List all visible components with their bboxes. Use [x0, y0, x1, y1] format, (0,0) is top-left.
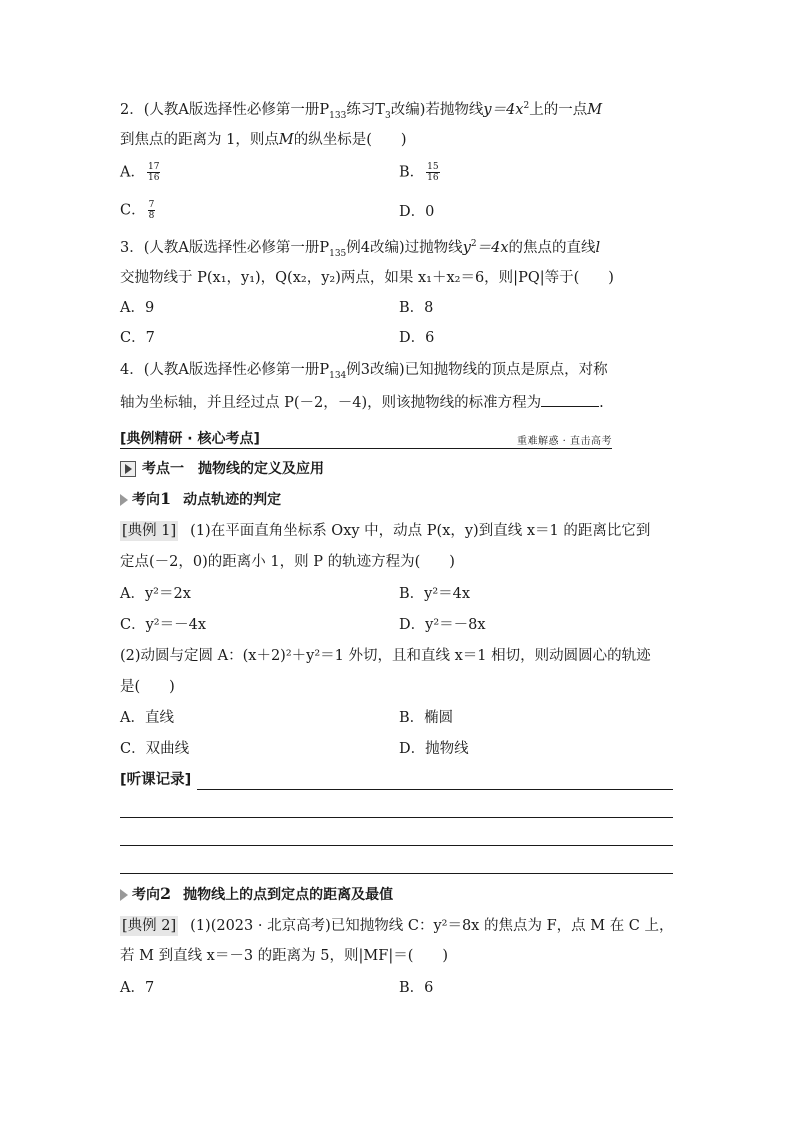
q2-line2	[120, 130, 407, 150]
fraction	[148, 200, 156, 221]
q2-equation: y＝4x	[483, 102, 524, 118]
q2-text-2: 上的一点	[529, 102, 588, 118]
kaoxiang-number: 1	[160, 489, 172, 508]
q3-line1	[120, 238, 600, 258]
ex2-option-a[interactable]: A．7	[120, 980, 155, 996]
q4-line2	[120, 392, 604, 413]
option-label: C．	[120, 202, 146, 219]
option-value: 0	[425, 204, 435, 220]
q2-source: (人教A版选择性必修第一册P	[143, 102, 330, 118]
q2-line2-text2: 的纵坐标是( )	[293, 132, 407, 148]
fraction-numerator: 7	[148, 200, 155, 210]
ex1-line1	[120, 521, 650, 541]
banner-subtitle: 重难解惑 · 直击高考	[516, 436, 612, 447]
example-tag: [典例 1]	[122, 523, 177, 539]
kaoxiang-2-heading	[120, 884, 393, 905]
q3-equation-exp: 2	[470, 239, 477, 250]
ex1-option-a[interactable]: A．y²＝2x	[120, 586, 191, 602]
q3-option-a[interactable]: A．9	[120, 300, 155, 316]
banner-title: [典例精研 · 核心考点]	[120, 431, 260, 447]
q3-equation-2: ＝4x	[476, 240, 509, 256]
q3-source: 3．(人教A版选择性必修第一册P	[120, 240, 330, 256]
answer-blank[interactable]	[541, 392, 599, 407]
ex1-text: (1)在平面直角坐标系 Oxy 中，动点 P(x，y)到直线 x＝1 的距离比它到	[190, 523, 651, 539]
kaoxiang-number: 2	[160, 884, 172, 903]
q4-line2-text: 轴为坐标轴，并且经过点 P(－2，－4)，则该抛物线的标准方程为	[120, 395, 542, 411]
fraction-denominator: 16	[147, 173, 160, 183]
notes-line-2[interactable]	[120, 817, 673, 818]
section-banner	[120, 428, 612, 449]
q2-source-3: 改编)	[390, 102, 426, 118]
ex1-part2-option-a[interactable]: A．直线	[120, 710, 174, 726]
ex2-line1	[120, 916, 674, 936]
kaoxiang-label: 考向	[132, 492, 160, 508]
q4-source: 4．(人教A版选择性必修第一册P	[120, 362, 330, 378]
notes-line-4[interactable]	[120, 873, 673, 874]
ex2-text: (1)(2023 · 北京高考)已知抛物线 C：y²＝8x 的焦点为 F，点 M 在 C 上，	[190, 918, 674, 934]
fraction	[147, 162, 160, 183]
example-tag: [典例 2]	[122, 918, 177, 934]
q2-var-m: M	[587, 102, 603, 118]
q4-source-page: 134	[329, 370, 347, 381]
fraction	[426, 162, 439, 183]
q3-text-2: 的焦点的直线	[508, 240, 596, 256]
kaoxiang-title: 抛物线上的点到定点的距离及最值	[183, 887, 394, 903]
kaoxiang-title: 动点轨迹的判定	[183, 492, 282, 508]
option-label: B．	[399, 164, 425, 181]
ex1-part2-line1: (2)动圆与定圆 A：(x＋2)²＋y²＝1 外切，且和直线 x＝1 相切，则动圆圆心的轨迹	[120, 648, 651, 664]
q4-period: .	[599, 395, 604, 411]
ex1-option-b[interactable]: B．y²＝4x	[399, 586, 471, 602]
fraction-denominator: 8	[148, 211, 155, 221]
kaodian-title: 抛物线的定义及应用	[198, 461, 324, 477]
notes-heading	[120, 770, 191, 790]
q2-option-d[interactable]	[399, 202, 434, 222]
q3-equation: y	[462, 240, 471, 256]
fraction-numerator: 17	[147, 162, 160, 172]
kaoxiang-label: 考向	[132, 887, 160, 903]
q2-line2-var: M	[278, 132, 294, 148]
q2-option-c[interactable]	[120, 200, 155, 221]
q2-equation-exp: 2	[523, 101, 530, 112]
ex1-part2-option-c[interactable]: C．双曲线	[120, 741, 190, 757]
q3-option-c[interactable]: C．7	[120, 330, 155, 346]
q2-option-a[interactable]	[120, 162, 160, 183]
ex1-part2-option-d[interactable]: D．抛物线	[399, 741, 469, 757]
q3-source-page: 135	[329, 248, 347, 259]
notes-label: [听课记录]	[120, 772, 192, 788]
fraction-numerator: 15	[427, 162, 439, 172]
ex1-option-d[interactable]: D．y²＝－8x	[399, 617, 486, 633]
q2-source-page: 133	[329, 110, 347, 121]
q2-option-b[interactable]	[399, 162, 440, 183]
fraction-denominator: 16	[427, 173, 439, 183]
ex1-option-c[interactable]: C．y²＝－4x	[120, 617, 207, 633]
kaoxiang-1-heading	[120, 489, 281, 510]
triangle-marker-icon	[120, 494, 128, 506]
kaodian-label: 考点一	[142, 461, 184, 477]
kaodian-1-heading	[120, 459, 324, 479]
q4-line1	[120, 360, 608, 380]
option-label: A．	[120, 164, 145, 181]
option-label: D．	[399, 204, 426, 220]
triangle-marker-icon	[120, 461, 136, 477]
ex2-option-b[interactable]: B．6	[399, 980, 434, 996]
q3-option-b[interactable]: B．8	[399, 300, 434, 316]
ex1-part2-option-b[interactable]: B．椭圆	[399, 710, 454, 726]
q2-text: 若抛物线	[425, 102, 484, 118]
q2-number: 2．	[120, 102, 144, 118]
q2-source-2: 练习T	[346, 102, 385, 118]
triangle-marker-icon	[120, 889, 128, 901]
ex1-line2: 定点(－2，0)的距离小 1，则 P 的轨迹方程为( )	[120, 554, 455, 570]
q4-text: 例3改编)已知抛物线的顶点是原点，对称	[346, 362, 608, 378]
notes-line-1[interactable]	[197, 789, 673, 790]
q3-option-d[interactable]: D．6	[399, 330, 435, 346]
q3-line2: 交抛物线于 P(x₁，y₁)，Q(x₂，y₂)两点，如果 x₁＋x₂＝6，则|PQ|等于( )	[120, 270, 614, 286]
q2-line1	[120, 100, 602, 120]
q2-source-ex: 3	[384, 110, 391, 121]
ex1-part2-line2: 是( )	[120, 679, 175, 695]
ex2-line2: 若 M 到直线 x＝－3 的距离为 5，则|MF|＝( )	[120, 948, 449, 964]
q3-var-l: l	[595, 240, 601, 256]
q2-line2-text: 到焦点的距离为 1，则点	[120, 132, 279, 148]
notes-line-3[interactable]	[120, 845, 673, 846]
q3-text: 例4改编)过抛物线	[346, 240, 463, 256]
